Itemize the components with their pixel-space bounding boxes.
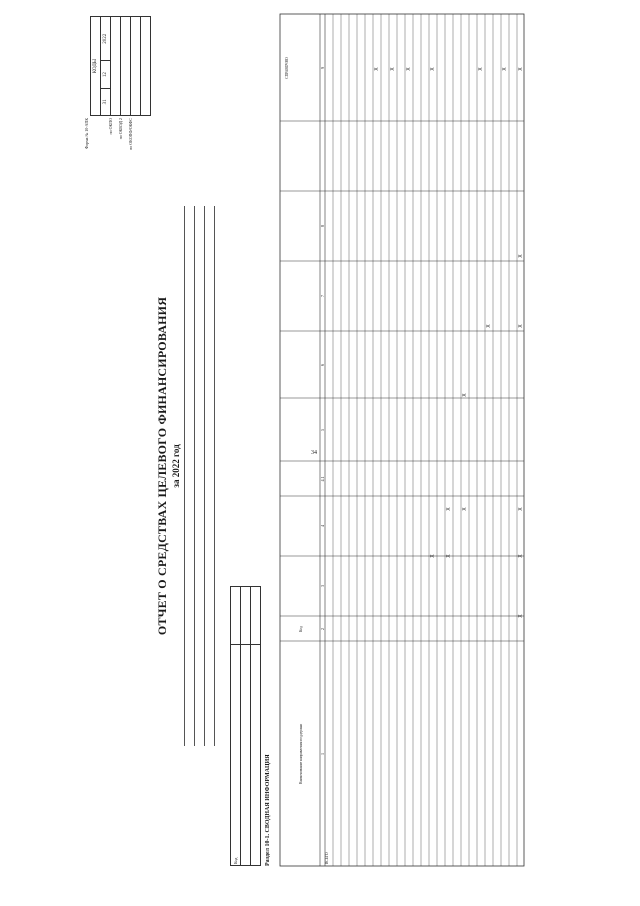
row-label	[342, 644, 350, 864]
column-number: 3	[320, 585, 325, 587]
units-cell	[241, 645, 251, 866]
row-label	[350, 644, 358, 864]
requisite-line	[193, 206, 195, 746]
row-label	[478, 644, 486, 864]
row-label	[462, 644, 470, 864]
column-number: 8	[320, 225, 325, 227]
cross-mark: X	[518, 67, 524, 71]
units-cell: Код	[231, 645, 241, 866]
row-label	[406, 644, 414, 864]
column-header: Наименование направления поддержки	[299, 723, 303, 785]
row-label	[494, 644, 502, 864]
column-number: 1	[320, 753, 325, 755]
row-label	[502, 644, 510, 864]
cross-mark: X	[486, 324, 492, 328]
units-cell	[231, 587, 241, 645]
requisite-line	[213, 206, 215, 746]
date-month: 12	[101, 61, 111, 88]
row-label	[334, 644, 342, 864]
cross-mark: X	[462, 507, 468, 511]
cross-mark: X	[390, 67, 396, 71]
codes-header: КОДЫ	[91, 17, 101, 116]
section-title: Раздел 10-1. СВОДНАЯ ИНФОРМАЦИЯ	[265, 754, 271, 866]
okved-label: по ОКВЭД 2	[118, 118, 123, 140]
date-day: 31	[101, 88, 111, 115]
extra-code	[141, 17, 151, 116]
page-number: 34	[311, 450, 317, 456]
okopf-label: по ОКОПФ/ОКФС	[128, 118, 133, 150]
date-year: 2022	[101, 17, 111, 61]
cross-mark: X	[518, 254, 524, 258]
cross-mark: X	[518, 614, 524, 618]
column-header: Код	[299, 626, 303, 632]
codes-table	[90, 16, 151, 116]
row-label	[454, 644, 462, 864]
cross-mark: X	[374, 67, 380, 71]
row-label	[470, 644, 478, 864]
report-title: ОТЧЕТ О СРЕДСТВАХ ЦЕЛЕВОГО ФИНАНСИРОВАНИЯ	[155, 296, 169, 636]
requisite-line	[183, 206, 185, 746]
row-label	[398, 644, 406, 864]
cross-mark: X	[430, 554, 436, 558]
row-label: ВСЕГО	[325, 852, 329, 864]
row-label	[430, 644, 438, 864]
form-number: Форма № 10-АПК	[84, 118, 89, 149]
row-label	[438, 644, 446, 864]
row-label	[414, 644, 422, 864]
column-number: 4.1	[320, 476, 325, 482]
cross-mark: X	[518, 507, 524, 511]
reference-column-header: СПРАВОЧНО	[285, 57, 289, 79]
column-number: 4	[320, 525, 325, 527]
row-label	[382, 644, 390, 864]
cross-mark: X	[446, 554, 452, 558]
requisite-line	[203, 206, 205, 746]
cross-mark: X	[462, 393, 468, 397]
column-number: 6	[320, 364, 325, 366]
cross-mark: X	[518, 324, 524, 328]
row-label	[358, 644, 366, 864]
report-period: за 2022 год	[171, 444, 181, 488]
row-label	[486, 644, 494, 864]
okpo-label: по ОКПО	[108, 118, 113, 135]
okpo-code	[111, 17, 121, 116]
row-label	[374, 644, 382, 864]
cross-mark: X	[446, 507, 452, 511]
units-cell	[251, 587, 261, 645]
row-label	[518, 644, 524, 864]
column-number: 5	[320, 429, 325, 431]
cross-mark: X	[406, 67, 412, 71]
column-number: 9	[320, 67, 325, 69]
row-label	[422, 644, 430, 864]
cross-mark: X	[478, 67, 484, 71]
column-number: 7	[320, 295, 325, 297]
column-number: 2	[320, 628, 325, 630]
cross-mark: X	[430, 67, 436, 71]
row-label	[366, 644, 374, 864]
cross-mark: X	[502, 67, 508, 71]
units-cell	[241, 587, 251, 645]
row-label	[390, 644, 398, 864]
units-cell	[251, 645, 261, 866]
units-table	[230, 586, 261, 866]
okved-code	[121, 17, 131, 116]
cross-mark: X	[518, 554, 524, 558]
okopf-code	[131, 17, 141, 116]
row-label	[446, 644, 454, 864]
row-label	[510, 644, 518, 864]
